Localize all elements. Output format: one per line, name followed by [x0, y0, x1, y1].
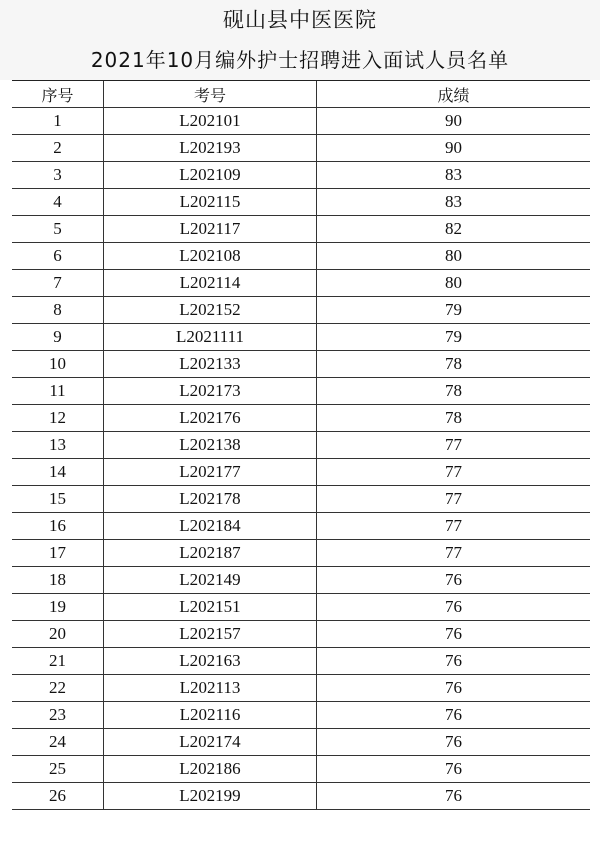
table-row	[12, 297, 590, 324]
candidates-table	[12, 80, 590, 810]
row-number-cell: 10	[12, 351, 104, 377]
table-row	[12, 243, 590, 270]
table-row	[12, 351, 590, 378]
score-cell: 82	[445, 219, 462, 238]
exam-id-cell: L202138	[104, 432, 317, 458]
score-cell: 77	[445, 516, 462, 535]
table-row	[12, 216, 590, 243]
row-number-cell: 4	[12, 189, 104, 215]
score-cell: 80	[445, 273, 462, 292]
table-row	[12, 486, 590, 513]
table-row	[12, 594, 590, 621]
row-number-cell: 7	[12, 270, 104, 296]
row-number-cell: 21	[12, 648, 104, 674]
table-row	[12, 702, 590, 729]
score-cell: 83	[445, 165, 462, 184]
score-cell: 83	[445, 192, 462, 211]
row-number-cell: 6	[12, 243, 104, 269]
exam-id-cell: L202163	[104, 648, 317, 674]
table-row	[12, 540, 590, 567]
score-cell: 77	[445, 435, 462, 454]
column-header-score: 成绩	[437, 85, 470, 105]
score-cell: 78	[445, 381, 462, 400]
table-row	[12, 648, 590, 675]
exam-id-cell: L202173	[104, 378, 317, 404]
row-number-cell: 26	[12, 783, 104, 809]
row-number-cell: 17	[12, 540, 104, 566]
table-row	[12, 162, 590, 189]
score-cell: 76	[445, 651, 462, 670]
row-number-cell: 23	[12, 702, 104, 728]
exam-id-cell: L202113	[104, 675, 317, 701]
column-header-number: 序号	[12, 81, 104, 107]
table-row	[12, 135, 590, 162]
score-cell: 78	[445, 408, 462, 427]
table-row	[12, 567, 590, 594]
table-header-row	[12, 81, 590, 108]
exam-id-cell: L202199	[104, 783, 317, 809]
table-row	[12, 729, 590, 756]
exam-id-cell: L202117	[104, 216, 317, 242]
score-cell: 90	[445, 138, 462, 157]
exam-id-cell: L202187	[104, 540, 317, 566]
exam-id-cell: L202109	[104, 162, 317, 188]
score-cell: 79	[445, 300, 462, 319]
row-number-cell: 13	[12, 432, 104, 458]
row-number-cell: 18	[12, 567, 104, 593]
row-number-cell: 22	[12, 675, 104, 701]
table-row	[12, 675, 590, 702]
score-cell: 77	[445, 462, 462, 481]
score-cell: 76	[445, 678, 462, 697]
row-number-cell: 15	[12, 486, 104, 512]
score-cell: 76	[445, 759, 462, 778]
table-body	[12, 108, 590, 810]
exam-id-cell: L202152	[104, 297, 317, 323]
exam-id-cell: L202149	[104, 567, 317, 593]
score-cell: 79	[445, 327, 462, 346]
table-row	[12, 621, 590, 648]
exam-id-cell: L202151	[104, 594, 317, 620]
row-number-cell: 14	[12, 459, 104, 485]
exam-id-cell: L202157	[104, 621, 317, 647]
exam-id-cell: L2021111	[104, 324, 317, 350]
exam-id-cell: L202116	[104, 702, 317, 728]
table-row	[12, 270, 590, 297]
score-cell: 80	[445, 246, 462, 265]
table-row	[12, 432, 590, 459]
table-row	[12, 324, 590, 351]
row-number-cell: 20	[12, 621, 104, 647]
exam-id-cell: L202184	[104, 513, 317, 539]
list-title: 2021年10月编外护士招聘进入面试人员名单	[90, 48, 510, 72]
table-row	[12, 756, 590, 783]
score-cell: 76	[445, 705, 462, 724]
row-number-cell: 5	[12, 216, 104, 242]
score-cell: 90	[445, 111, 462, 130]
table-row	[12, 108, 590, 135]
score-cell: 77	[445, 489, 462, 508]
score-cell: 78	[445, 354, 462, 373]
row-number-cell: 1	[12, 108, 104, 134]
table-row	[12, 189, 590, 216]
score-cell: 76	[445, 597, 462, 616]
table-row	[12, 405, 590, 432]
row-number-cell: 9	[12, 324, 104, 350]
row-number-cell: 24	[12, 729, 104, 755]
column-header-exam-id: 考号	[104, 81, 317, 107]
table-row	[12, 378, 590, 405]
score-cell: 76	[445, 570, 462, 589]
table-row	[12, 459, 590, 486]
score-cell: 76	[445, 786, 462, 805]
exam-id-cell: L202178	[104, 486, 317, 512]
exam-id-cell: L202108	[104, 243, 317, 269]
score-cell: 77	[445, 543, 462, 562]
exam-id-cell: L202186	[104, 756, 317, 782]
document-header	[0, 0, 600, 80]
exam-id-cell: L202133	[104, 351, 317, 377]
exam-id-cell: L202174	[104, 729, 317, 755]
exam-id-cell: L202115	[104, 189, 317, 215]
row-number-cell: 16	[12, 513, 104, 539]
row-number-cell: 25	[12, 756, 104, 782]
hospital-title: 砚山县中医医院	[223, 8, 377, 32]
row-number-cell: 3	[12, 162, 104, 188]
row-number-cell: 8	[12, 297, 104, 323]
exam-id-cell: L202176	[104, 405, 317, 431]
score-cell: 76	[445, 732, 462, 751]
exam-id-cell: L202101	[104, 108, 317, 134]
row-number-cell: 11	[12, 378, 104, 404]
score-cell: 76	[445, 624, 462, 643]
table-row	[12, 783, 590, 810]
row-number-cell: 19	[12, 594, 104, 620]
exam-id-cell: L202193	[104, 135, 317, 161]
exam-id-cell: L202177	[104, 459, 317, 485]
table-row	[12, 513, 590, 540]
exam-id-cell: L202114	[104, 270, 317, 296]
row-number-cell: 2	[12, 135, 104, 161]
row-number-cell: 12	[12, 405, 104, 431]
